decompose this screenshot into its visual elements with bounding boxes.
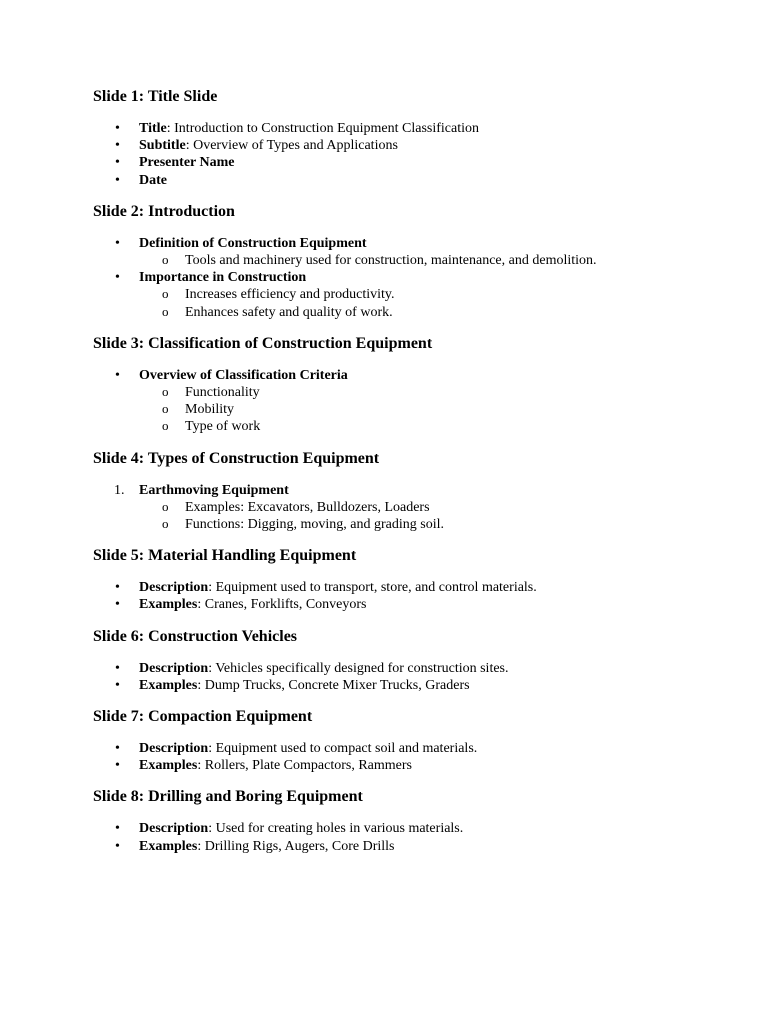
slide-heading: Slide 7: Compaction Equipment <box>93 708 313 726</box>
slide-heading: Slide 4: Types of Construction Equipment <box>93 449 380 467</box>
sub-list <box>139 286 733 320</box>
item-term: Presenter Name <box>139 155 235 171</box>
sub-bullet-icon: o <box>162 516 169 532</box>
bullet-icon: • <box>115 270 120 286</box>
sub-list-item <box>139 401 733 418</box>
bullet-icon: • <box>115 758 120 774</box>
item-text: : Vehicles specifically designed for construction sites. <box>208 660 509 676</box>
bullet-list <box>93 660 733 694</box>
sub-bullet-icon: o <box>162 418 169 434</box>
sub-list-item <box>139 499 733 516</box>
slide-section <box>93 626 733 694</box>
item-term: Importance in Construction <box>139 270 307 286</box>
bullet-icon: • <box>115 838 120 854</box>
item-term: Subtitle <box>139 138 186 154</box>
sub-item-text: Mobility <box>185 402 235 418</box>
list-item <box>93 660 733 677</box>
slide-section <box>93 786 733 854</box>
sub-list-item <box>139 252 733 269</box>
slide-section <box>93 86 733 189</box>
bullet-icon: • <box>115 597 120 613</box>
bullet-icon: • <box>115 367 120 383</box>
slide-heading: Slide 1: Title Slide <box>93 88 218 105</box>
sub-item-text: Type of work <box>185 419 261 435</box>
slide-section <box>93 201 733 321</box>
item-text: : Rollers, Plate Compactors, Rammers <box>197 758 412 774</box>
bullet-icon: • <box>115 677 120 693</box>
item-text: : Used for creating holes in various materials. <box>208 821 464 837</box>
item-term: Examples <box>139 758 198 774</box>
list-item <box>93 677 733 694</box>
sub-list <box>139 499 733 533</box>
sub-list-item <box>139 304 733 321</box>
list-item <box>93 172 733 189</box>
bullet-list <box>93 367 733 436</box>
sub-list-item <box>139 418 733 435</box>
list-item <box>93 137 733 154</box>
sub-item-text: Functionality <box>185 385 260 401</box>
item-term: Overview of Classification Criteria <box>139 367 348 383</box>
bullet-list <box>93 235 733 321</box>
sub-item-text: Enhances safety and quality of work. <box>185 304 393 320</box>
bullet-icon: • <box>115 121 120 136</box>
list-item <box>93 596 733 613</box>
item-text: : Introduction to Construction Equipment Classification <box>166 121 479 136</box>
sub-item-text: Increases efficiency and productivity. <box>185 287 395 303</box>
list-item <box>93 757 733 774</box>
item-text: : Equipment used to compact soil and materials. <box>208 741 478 757</box>
sub-list <box>139 252 733 269</box>
sub-bullet-icon: o <box>162 498 169 514</box>
sub-bullet-icon: o <box>162 401 169 417</box>
bullet-list <box>93 740 733 774</box>
item-term: Earthmoving Equipment <box>139 482 289 498</box>
list-item <box>93 367 733 436</box>
item-text: : Dump Trucks, Concrete Mixer Trucks, Graders <box>197 677 470 693</box>
item-text: : Overview of Types and Applications <box>185 138 398 154</box>
list-item <box>93 820 733 837</box>
bullet-icon: • <box>115 821 120 837</box>
sub-item-text: Examples: Excavators, Bulldozers, Loaders <box>185 499 430 515</box>
sub-list-item <box>139 286 733 303</box>
slide-section <box>93 545 733 613</box>
list-item <box>93 235 733 269</box>
item-term: Description <box>139 660 209 676</box>
item-text: : Equipment used to transport, store, and control materials. <box>208 580 537 596</box>
bullet-icon: • <box>115 580 120 596</box>
item-term: Definition of Construction Equipment <box>139 235 367 251</box>
sub-list <box>139 384 733 436</box>
slide-section <box>93 706 733 774</box>
sub-bullet-icon: o <box>162 384 169 400</box>
bullet-icon: • <box>115 155 120 171</box>
sub-item-text: Functions: Digging, moving, and grading soil. <box>185 517 444 533</box>
sub-bullet-icon: o <box>162 303 169 319</box>
bullet-list <box>93 820 733 854</box>
slide-heading: Slide 6: Construction Vehicles <box>93 627 298 645</box>
list-item <box>93 838 733 855</box>
slide-heading: Slide 5: Material Handling Equipment <box>93 547 357 565</box>
list-item <box>93 740 733 757</box>
numbered-list <box>93 482 733 534</box>
list-item <box>93 482 733 534</box>
item-term: Date <box>139 172 167 188</box>
item-term: Description <box>139 741 209 757</box>
item-term: Examples <box>139 838 198 854</box>
sub-list-item <box>139 516 733 533</box>
sub-bullet-icon: o <box>162 286 169 302</box>
slide-heading: Slide 2: Introduction <box>93 202 235 220</box>
sub-item-text: Tools and machinery used for construction, maintenance, and demolition. <box>185 253 597 269</box>
bullet-icon: • <box>115 235 120 251</box>
slide-heading: Slide 3: Classification of Construction Equipment <box>93 334 433 352</box>
bullet-icon: • <box>115 660 120 676</box>
list-item <box>93 269 733 321</box>
list-item <box>93 154 733 171</box>
list-number: 1. <box>114 482 125 498</box>
document-page <box>93 86 733 867</box>
item-term: Description <box>139 580 209 596</box>
item-text: : Cranes, Forklifts, Conveyors <box>197 597 367 613</box>
sub-bullet-icon: o <box>162 252 169 268</box>
item-term: Title <box>139 121 167 136</box>
bullet-icon: • <box>115 172 120 188</box>
list-item <box>93 120 733 137</box>
slide-section <box>93 333 733 436</box>
slide-heading: Slide 8: Drilling and Boring Equipment <box>93 788 363 806</box>
bullet-list <box>93 579 733 613</box>
item-term: Examples <box>139 677 198 693</box>
list-item <box>93 579 733 596</box>
sub-list-item <box>139 384 733 401</box>
item-text: : Drilling Rigs, Augers, Core Drills <box>197 838 395 854</box>
item-term: Examples <box>139 597 198 613</box>
bullet-icon: • <box>115 138 120 154</box>
bullet-icon: • <box>115 741 120 757</box>
slide-section <box>93 448 733 534</box>
bullet-list <box>93 120 733 189</box>
item-term: Description <box>139 821 209 837</box>
